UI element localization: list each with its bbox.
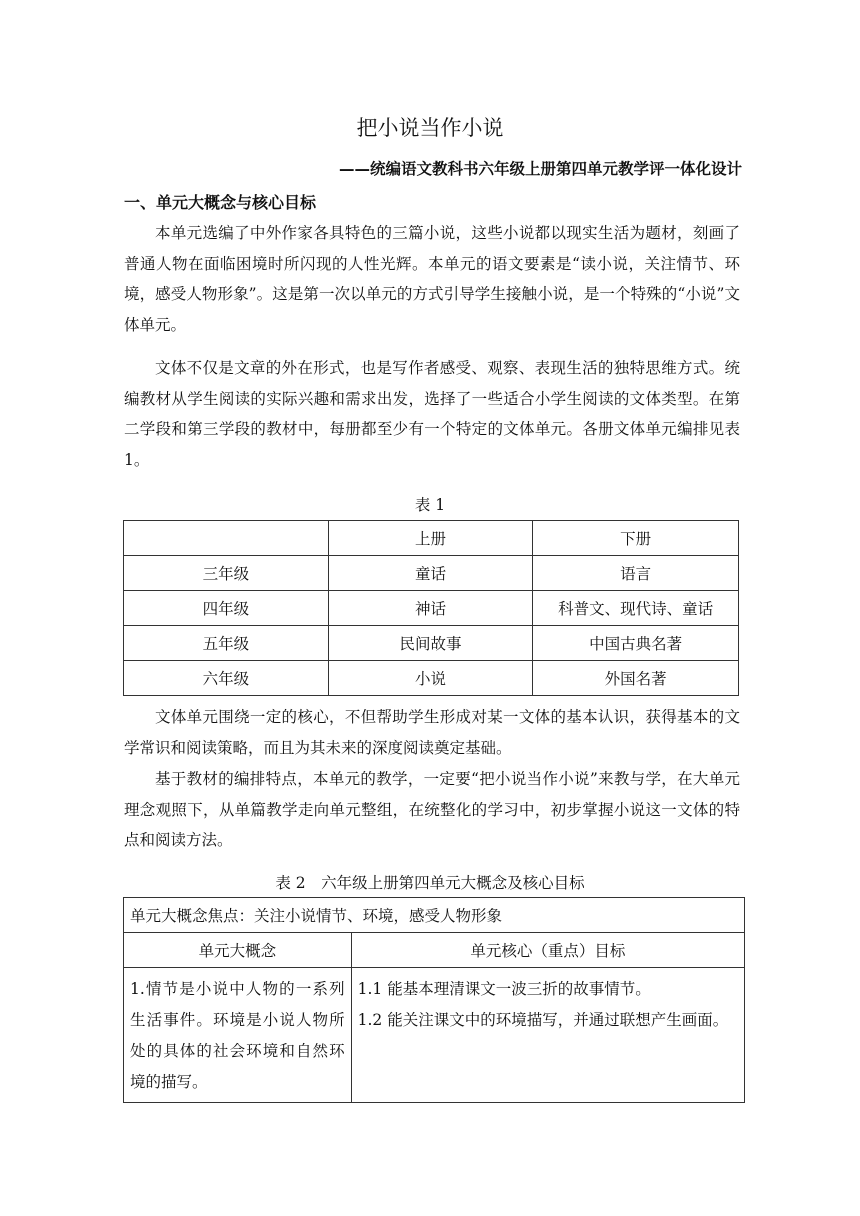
table-cell: 科普文、现代诗、童话 xyxy=(533,591,739,626)
table-row xyxy=(124,556,739,591)
table-cell: 民间故事 xyxy=(328,626,533,661)
table-cell: 六年级 xyxy=(124,661,329,696)
table-cell xyxy=(124,968,352,1103)
table-header-row xyxy=(124,521,739,556)
paragraph-3: 文体单元围绕一定的核心，不但帮助学生形成对某一文体的基本认识，获得基本的文学常识和阅读策略，而且为其未来的深度阅读奠定基础。 xyxy=(124,708,740,757)
table-cell: 外国名著 xyxy=(533,661,739,696)
table-header-row xyxy=(124,933,745,968)
table-1 xyxy=(123,520,739,696)
table-cell: 单元核心（重点）目标 xyxy=(351,933,744,968)
table-cell xyxy=(124,521,329,556)
table-cell: 五年级 xyxy=(124,626,329,661)
table-row xyxy=(124,968,745,1103)
table-cell: 三年级 xyxy=(124,556,329,591)
paragraph-2: 文体不仅是文章的外在形式，也是写作者感受、观察、表现生活的独特思维方式。统编教材从学生阅读的实际兴趣和需求出发，选择了一些适合小学生阅读的文体类型。在第二学段和第三学段的教材中，每册都至少有一个特定的文体单元。各册文体单元编排见表 1。 xyxy=(124,359,740,469)
table-cell: 四年级 xyxy=(124,591,329,626)
table-row xyxy=(124,626,739,661)
goal-2: 1.2 能关注课文中的环境描写，并通过联想产生画面。 xyxy=(357,1011,729,1029)
paragraph-4: 基于教材的编排特点，本单元的教学，一定要“把小说当作小说”来教与学，在大单元理念观照下，从单篇教学走向单元整组，在统整化的学习中，初步掌握小说这一文体的特点和阅读方法。 xyxy=(124,770,740,849)
table-cell: 下册 xyxy=(533,521,739,556)
table-cell: 单元大概念焦点：关注小说情节、环境，感受人物形象 xyxy=(124,898,745,933)
table-cell: 中国古典名著 xyxy=(533,626,739,661)
concept-text: 1.情节是小说中人物的一系列生活事件。环境是小说人物所处的具体的社会环境和自然环境的描写。 xyxy=(130,980,345,1091)
table-cell: 童话 xyxy=(328,556,533,591)
table-focus-row xyxy=(124,898,745,933)
table-cell: 上册 xyxy=(328,521,533,556)
table1-caption: 表 1 xyxy=(414,496,446,514)
goal-1: 1.1 能基本理清课文一波三折的故事情节。 xyxy=(357,980,651,998)
doc-title: 把小说当作小说 xyxy=(356,116,504,140)
section-heading: 一、单元大概念与核心目标 xyxy=(124,193,317,212)
table-row xyxy=(124,661,739,696)
table-row xyxy=(124,591,739,626)
table-cell: 语言 xyxy=(533,556,739,591)
doc-subtitle: ——统编语文教科书六年级上册第四单元教学评一体化设计 xyxy=(338,160,742,178)
table-2 xyxy=(123,897,745,1103)
table-cell xyxy=(351,968,744,1103)
table-cell: 单元大概念 xyxy=(124,933,352,968)
table2-caption: 表 2 六年级上册第四单元大概念及核心目标 xyxy=(275,874,585,892)
table-cell: 小说 xyxy=(328,661,533,696)
paragraph-1: 本单元选编了中外作家各具特色的三篇小说，这些小说都以现实生活为题材，刻画了普通人物在面临困境时所闪现的人性光辉。本单元的语文要素是“读小说，关注情节、环境，感受人物形象”。这是第一次以单元的方式引导学生接触小说，是一个特殊的“小说”文体单元。 xyxy=(124,224,740,334)
table-cell: 神话 xyxy=(328,591,533,626)
